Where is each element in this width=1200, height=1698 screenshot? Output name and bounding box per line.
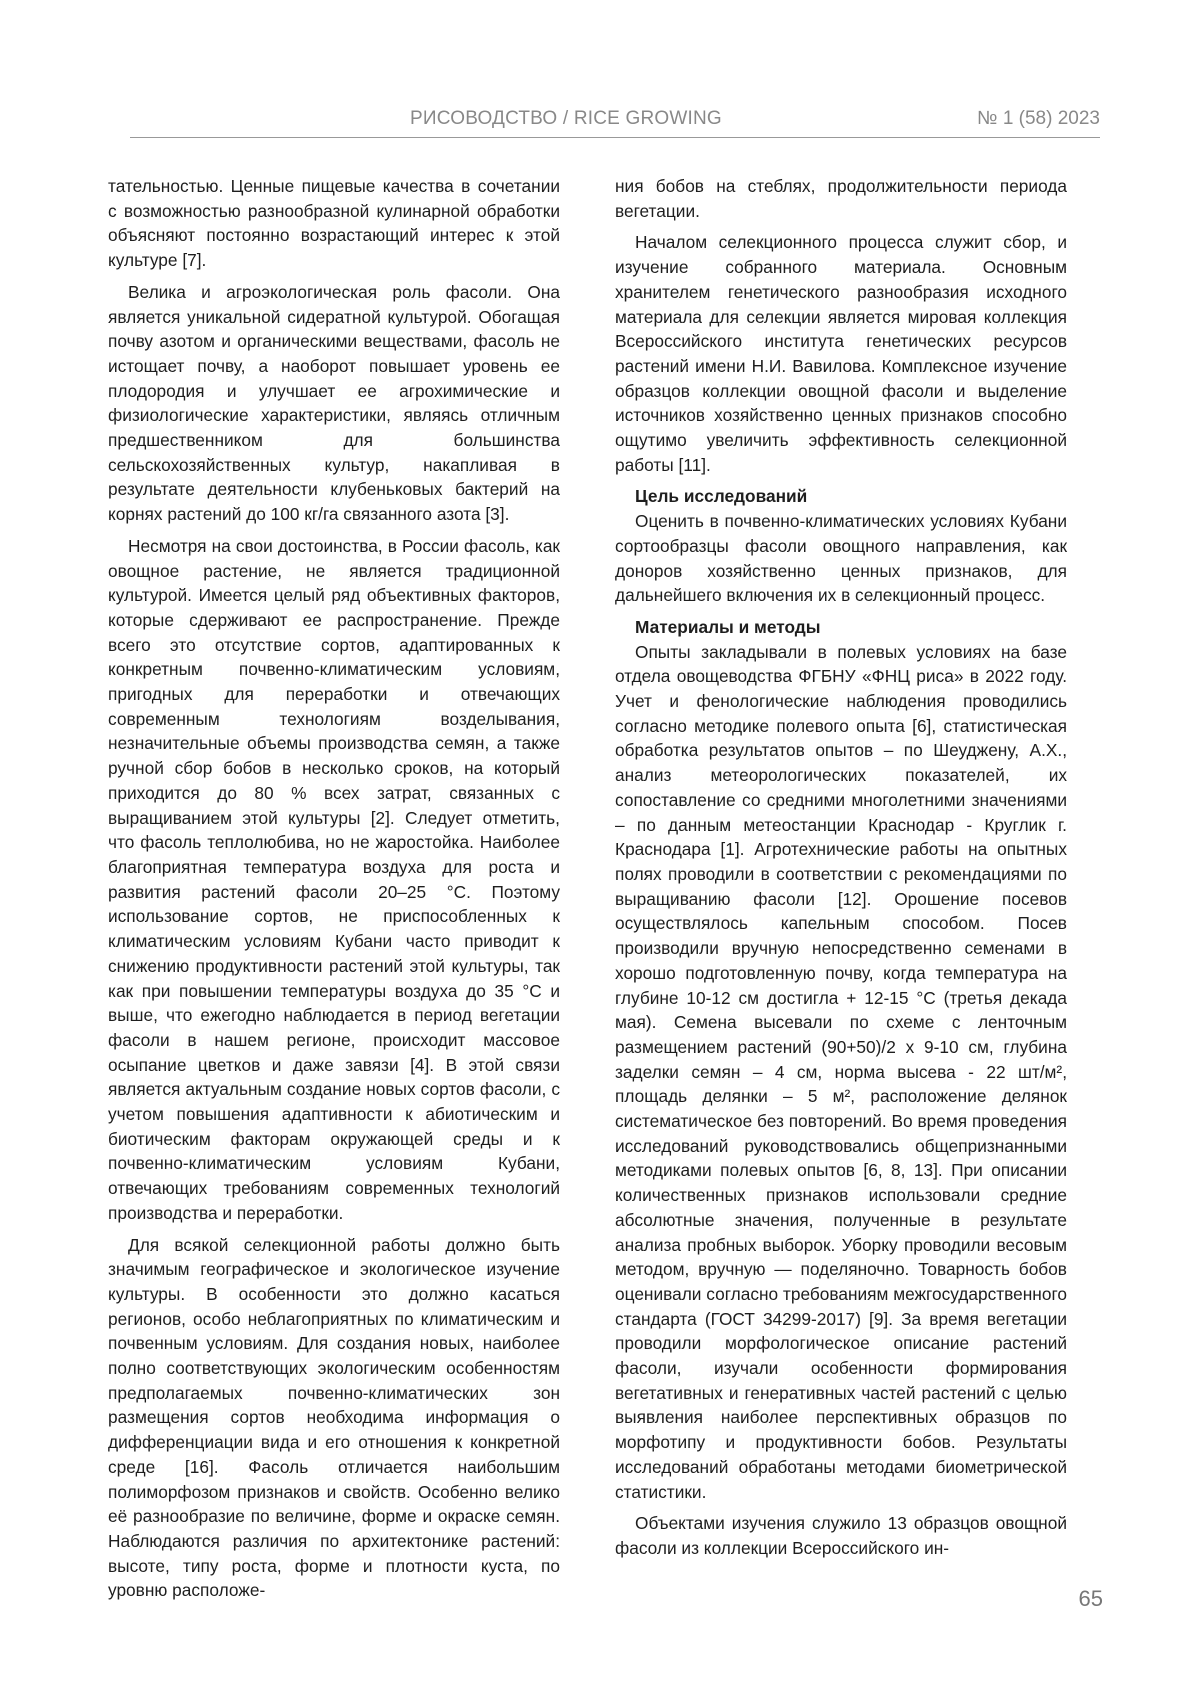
paragraph: Опыты закладывали в полевых условиях на базе отдела овощеводства ФГБНУ «ФНЦ риса» в 2022 году. Учет и фенологические наблюдения проводились согласно методике полевого опыта [6], статистическая обработка результатов опытов – по Шеуджену, А.Х., анализ метеорологических показателей, их сопоставление со средними многолетними значениями – по данным метеостанции Краснодар - Круглик г. Краснодара [1]. Агротехнические работы на опытных полях проводили в соответствии с рекомендациями по выращиванию фасоли [12]. Орошение посевов осуществлялось капельным способом. Посев производили вручную непосредственно семенами в хорошо подготовленную почву, когда температура на глубине 10-12 см достигла + 12-15 °С (третья декада мая). Семена высевали по схеме с ленточным размещением растений (90+50)/2 х 9-10 см, глубина заделки семян – 4 см, норма высева - 22 шт/м², площадь делянки – 5 м², расположение делянок систематическое без повторений. Во время проведения исследований руководствовались общепризнанными методиками полевых опытов [6, 8, 13]. При описании количественных признаков использовали средние абсолютные значения, полученные в результате анализа пробных выборок. Уборку проводили весовым методом, вручную — поделяночно. Товарность бобов оценивали согласно требованиям межгосударственного стандарта (ГОСТ 34299-2017) [9]. За время вегетации проводили морфологическое описание растений фасоли, изучали особенности формирования вегетативных и генеративных частей растений с целью выявления наиболее перспективных образцов по морфотипу и продуктивности бобов. Результаты исследований обработаны методами биометрической статистики. [615,641,1067,1502]
section-heading-aim: Цель исследований [635,486,808,507]
paragraph: ния бобов на стеблях, продолжительности периода вегетации. [615,176,1067,221]
page-number: 65 [1078,1586,1103,1611]
paragraph: Началом селекционного процесса служит сбор, и изучение собранного материала. Основным хранителем генетического разнообразия исходного материала для селекции является мировая коллекция Всероссийского института генетических ресурсов растений имени Н.И. Вавилова. Комплексное изучение образцов коллекции овощной фасоли и выделение источников хозяйственно ценных признаков способно ощутимо увеличить эффективность селекционной работы [11]. [615,232,1067,475]
journal-title: РИСОВОДСТВО / RICE GROWING [410,108,722,129]
paragraph: тательностью. Ценные пищевые качества в сочетании с возможностью разнообразной кулинарной обработки объясняют постоянно возрастающий интерес к этой культуре [7]. [108,176,560,271]
running-header [130,108,1100,138]
paragraph: Велика и агроэкологическая роль фасоли. Она является уникальной сидератной культурой. Обогащая почву азотом и органическими веществами, фасоль не истощает почву, а наоборот повышает уровень ее плодородия и улучшает ее агрохимические и физиологические характеристики, являясь отличным предшественником для большинства сельскохозяйственных культур, накапливая в результате деятельности клубеньковых бактерий на корнях растений до 100 кг/га связанного азота [3]. [108,281,560,525]
issue-number: № 1 (58) 2023 [977,108,1100,129]
header-rule [130,137,1100,138]
paragraph: Объектами изучения служило 13 образцов овощной фасоли из коллекции Всероссийского ин- [615,1513,1067,1558]
paragraph: Оценить в почвенно-климатических условиях Кубани сортообразцы фасоли овощного направления, как доноров хозяйственно ценных признаков, для дальнейшего включения их в селекционный процесс. [615,511,1067,606]
right-column [615,174,1067,1568]
left-column [108,174,560,1610]
section-heading-methods: Материалы и методы [635,616,821,637]
paragraph: Для всякой селекционной работы должно быть значимым географическое и экологическое изучение культуры. В особенности это должно касаться регионов, особо неблагоприятных по климатическим и почвенным условиям. Для создания новых, наиболее полно соответствующих экологическим особенностям предполагаемых почвенно-климатических зон размещения сортов необходима информация о дифференциации вида и его отношения к конкретной среде [16]. Фасоль отличается наибольшим полиморфозом признаков и свойств. Особенно велико её разнообразие по величине, форме и окраске семян. Наблюдаются различия по архитектонике растений: высоте, типу роста, форме и плотности куста, по уровню расположе- [108,1234,560,1601]
paragraph: Несмотря на свои достоинства, в России фасоль, как овощное растение, не является традиционной культурой. Имеется целый ряд объективных факторов, которые сдерживают ее распространение. Прежде всего это отсутствие сортов, адаптированных к конкретным почвенно-климатическим условиям, пригодных для переработки и отвечающих современным технологиям возделывания, незначительные объемы производства семян, а также ручной сбор бобов в несколько сроков, на который приходится до 80 % всех затрат, связанных с выращиванием этой культуры [2]. Следует отметить, что фасоль теплолюбива, но не жаростойка. Наиболее благоприятная температура воздуха для роста и развития растений фасоли 20–25 °С. Поэтому использование сортов, не приспособленных к климатическим условиям Кубани часто приводит к снижению продуктивности растений этой культуры, так как при повышении температуры воздуха до 35 °С и выше, что ежегодно наблюдается в период вегетации фасоли в нашем регионе, происходит массовое осыпание цветков и даже завязи [4]. В этой связи является актуальным создание новых сортов фасоли, с учетом повышения адаптивности к абиотическим и биотическим факторам окружающей среды и к почвенно-климатическим условиям Кубани, отвечающих требованиям современных технологий производства и переработки. [108,535,560,1223]
